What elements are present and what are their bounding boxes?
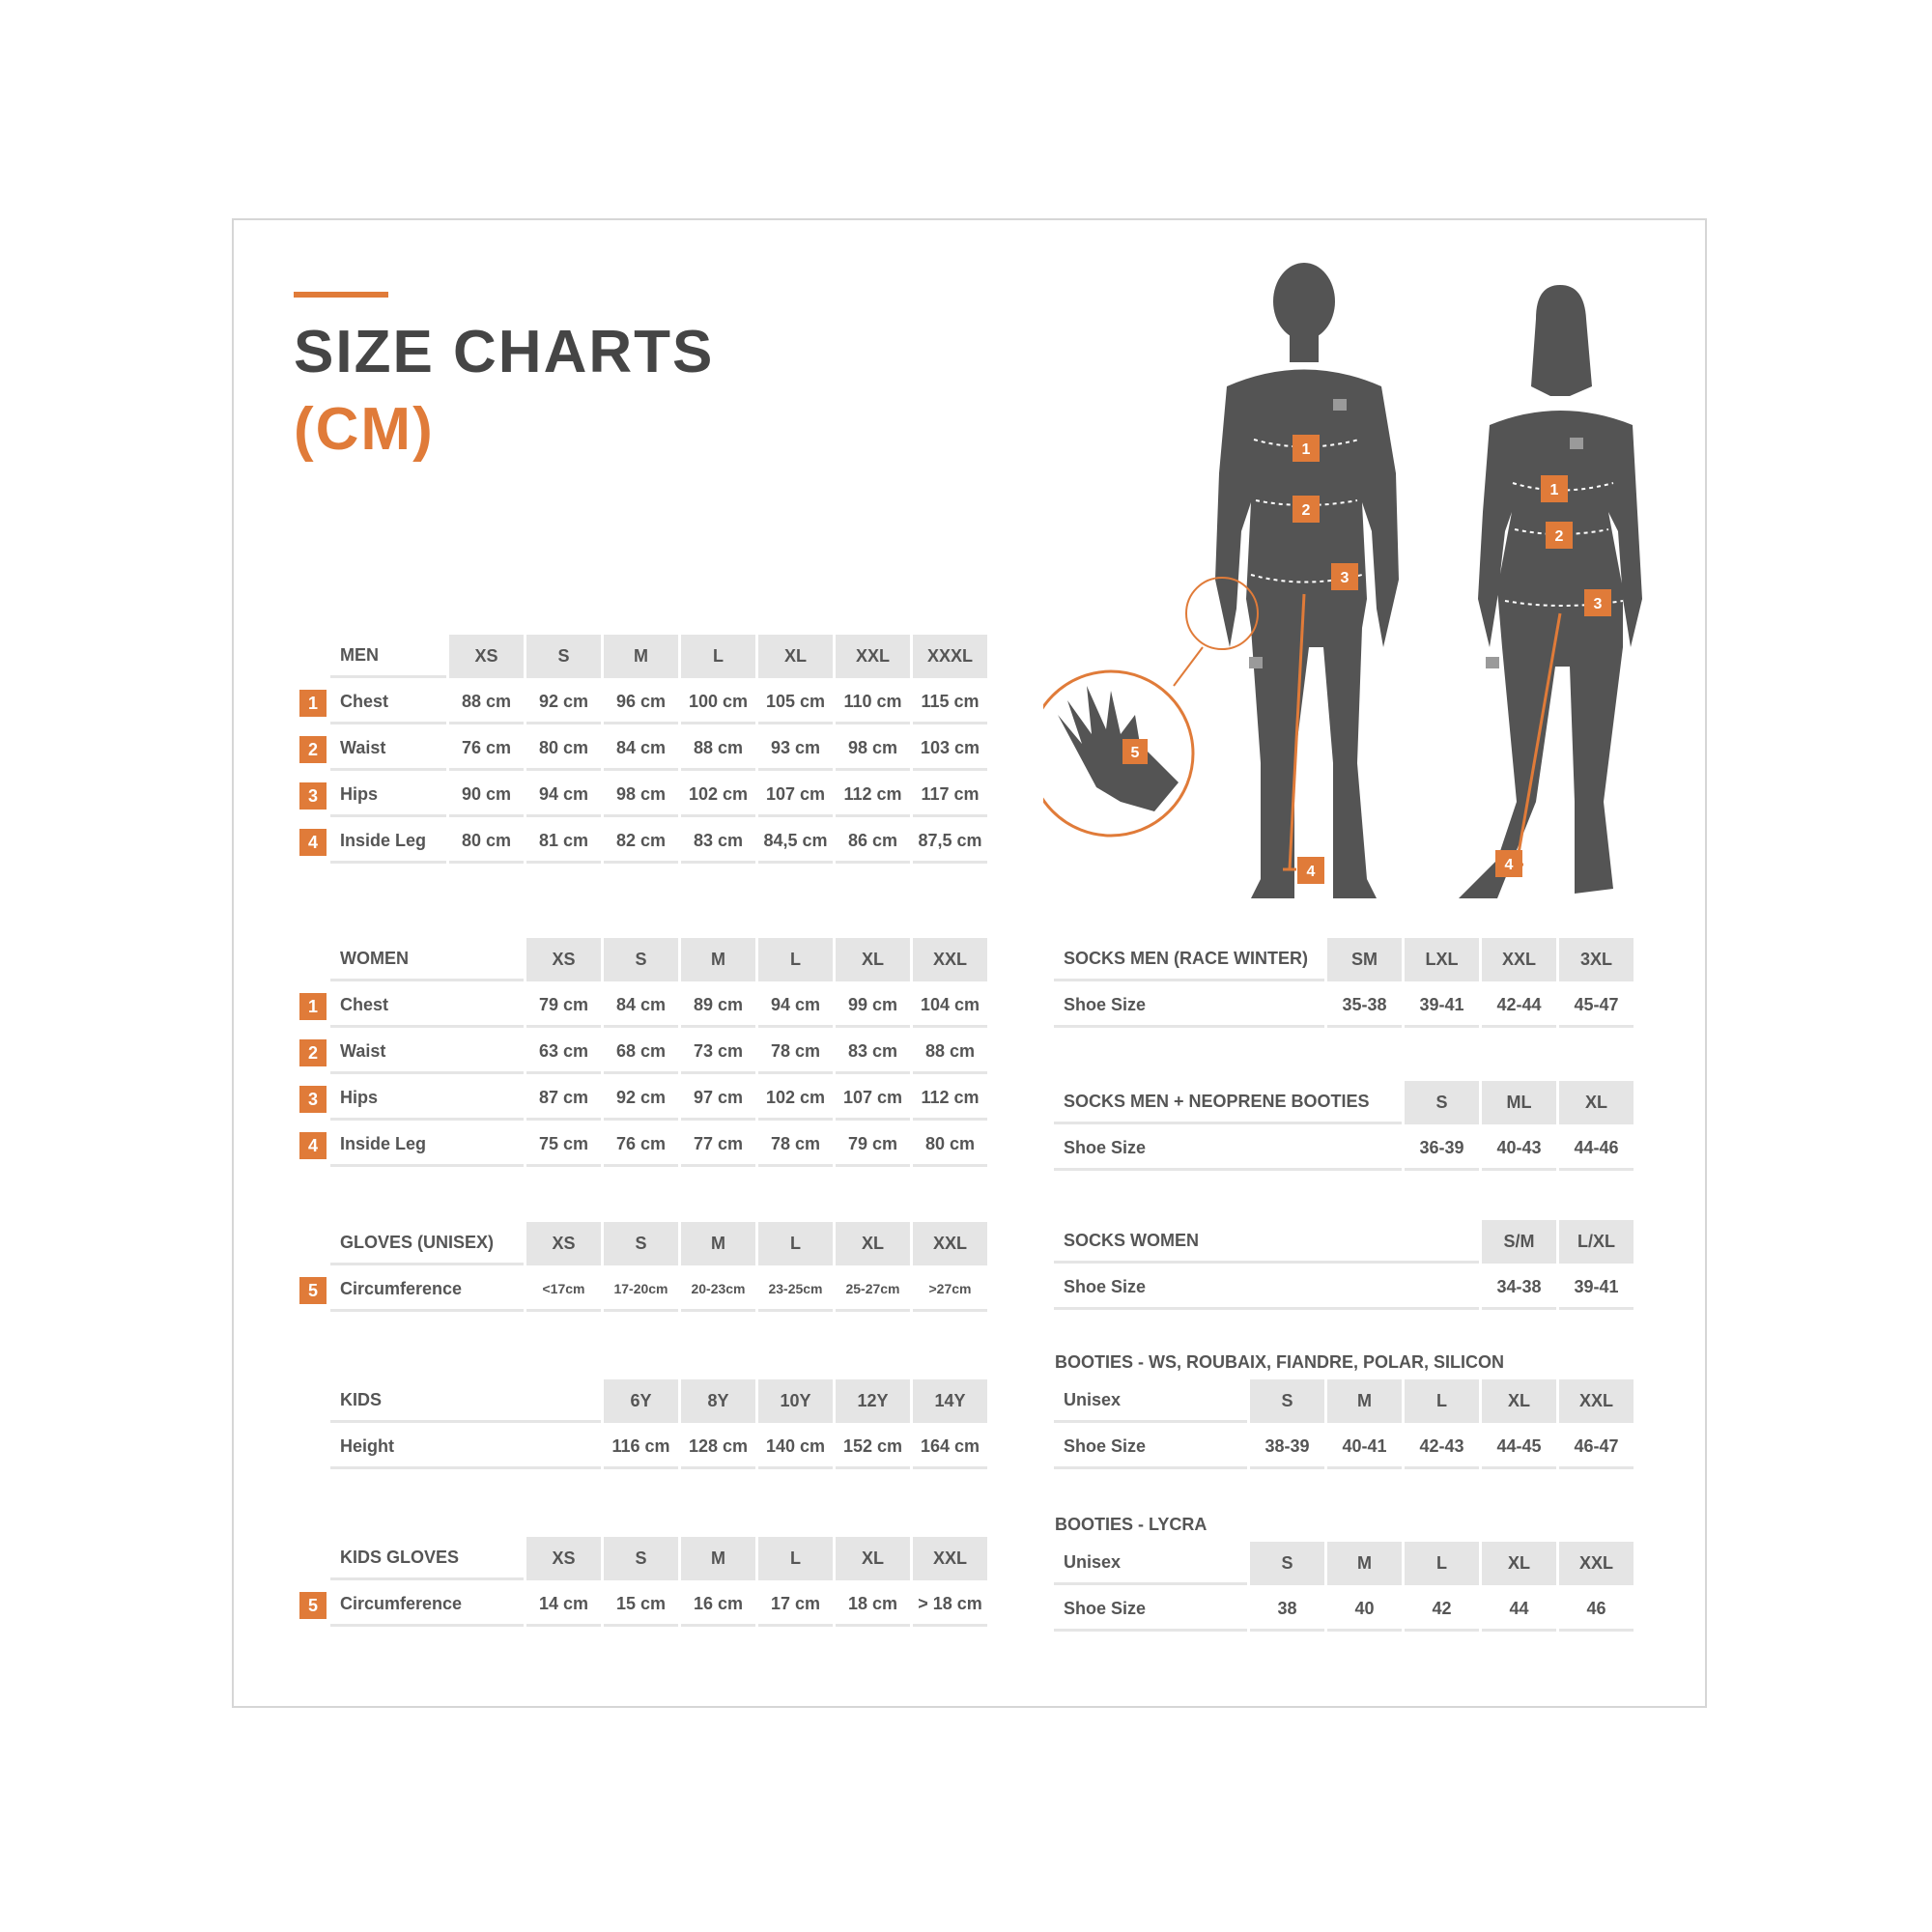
measure-number-badge: 5: [299, 1592, 327, 1619]
measure-number-badge: 2: [299, 1039, 327, 1066]
size-header: S/M: [1482, 1220, 1556, 1264]
table-category-label: Unisex: [1054, 1542, 1247, 1585]
size-header: L: [1405, 1542, 1479, 1585]
measure-value: 80 cm: [913, 1123, 987, 1167]
size-header: L: [1405, 1379, 1479, 1423]
size-header: M: [604, 635, 678, 678]
measure-value: 152 cm: [836, 1426, 910, 1469]
measure-value: 34-38: [1482, 1266, 1556, 1310]
measure-value: 100 cm: [681, 681, 755, 724]
booties-lycra-title: BOOTIES - LYCRA: [1055, 1515, 1208, 1534]
measure-value: 128 cm: [681, 1426, 755, 1469]
table-category-label: Unisex: [1054, 1379, 1247, 1423]
svg-text:1: 1: [1549, 482, 1559, 498]
measure-value: 81 cm: [526, 820, 601, 864]
measure-value: 90 cm: [449, 774, 524, 817]
measure-value: 84 cm: [604, 727, 678, 771]
measure-value: > 18 cm: [913, 1583, 987, 1627]
measure-value: 73 cm: [681, 1031, 755, 1074]
measure-badge-4-male: [1297, 857, 1324, 884]
measure-value: 115 cm: [913, 681, 987, 724]
measure-number-badge: 5: [299, 1277, 327, 1304]
booties-ws-size-table: [1051, 1377, 1636, 1472]
measure-value: 36-39: [1405, 1127, 1479, 1171]
measure-value: 107 cm: [836, 1077, 910, 1121]
measure-value: 76 cm: [604, 1123, 678, 1167]
measure-number-cell: [298, 1268, 327, 1312]
measure-label: Circumference: [330, 1268, 524, 1312]
table-row: [298, 820, 987, 864]
size-header: XL: [1482, 1542, 1556, 1585]
measure-value: 63 cm: [526, 1031, 601, 1074]
measure-label: Hips: [330, 1077, 524, 1121]
measure-value: 82 cm: [604, 820, 678, 864]
table-row: [1054, 1266, 1634, 1310]
badge-spacer: [298, 1537, 327, 1580]
measure-value: 94 cm: [526, 774, 601, 817]
measure-value: 78 cm: [758, 1031, 833, 1074]
table-row: [298, 727, 987, 771]
svg-text:4: 4: [1306, 864, 1316, 880]
measure-label: Shoe Size: [1054, 1127, 1402, 1171]
size-header: XS: [526, 1537, 601, 1580]
measure-label: Hips: [330, 774, 446, 817]
measure-label: Waist: [330, 727, 446, 771]
measure-value: 98 cm: [604, 774, 678, 817]
body-measurement-illustration: [1043, 261, 1642, 918]
size-header: S: [604, 1222, 678, 1265]
measure-number-badge: 4: [299, 1132, 327, 1159]
table-row: [298, 681, 987, 724]
measure-label: Waist: [330, 1031, 524, 1074]
measure-value: 93 cm: [758, 727, 833, 771]
measure-number-cell: [298, 1583, 327, 1627]
measure-value: 75 cm: [526, 1123, 601, 1167]
size-header: 10Y: [758, 1379, 833, 1423]
measure-badge-1-male: [1293, 435, 1320, 462]
men-size-table: [296, 632, 990, 867]
size-header: XL: [836, 1537, 910, 1580]
measure-value: 40: [1327, 1588, 1402, 1632]
measure-value: 88 cm: [913, 1031, 987, 1074]
measure-value: 110 cm: [836, 681, 910, 724]
measure-value: 17-20cm: [604, 1268, 678, 1312]
measure-label: Shoe Size: [1054, 984, 1324, 1028]
badge-spacer: [298, 635, 327, 678]
size-header: 8Y: [681, 1379, 755, 1423]
size-header: 12Y: [836, 1379, 910, 1423]
measure-value: 77 cm: [681, 1123, 755, 1167]
measure-value: 78 cm: [758, 1123, 833, 1167]
measure-value: 97 cm: [681, 1077, 755, 1121]
measure-value: 44: [1482, 1588, 1556, 1632]
measure-label: Shoe Size: [1054, 1588, 1247, 1632]
measure-value: 18 cm: [836, 1583, 910, 1627]
measure-value: 35-38: [1327, 984, 1402, 1028]
measure-value: 117 cm: [913, 774, 987, 817]
measure-value: 104 cm: [913, 984, 987, 1028]
table-category-label: MEN: [330, 635, 446, 678]
measure-number-badge: 2: [299, 736, 327, 763]
size-header: M: [681, 1222, 755, 1265]
badge-spacer: [298, 1222, 327, 1265]
booties-ws-title: BOOTIES - WS, ROUBAIX, FIANDRE, POLAR, SILICON: [1055, 1352, 1505, 1372]
size-header: L: [758, 1537, 833, 1580]
size-header: XXL: [836, 635, 910, 678]
measure-label: Shoe Size: [1054, 1426, 1247, 1469]
measure-number-badge: 3: [299, 782, 327, 810]
page-title: SIZE CHARTS: [294, 319, 715, 385]
measure-value: 42-44: [1482, 984, 1556, 1028]
measure-badge-2-female: [1546, 522, 1573, 549]
svg-text:5: 5: [1130, 745, 1140, 761]
measure-value: 87,5 cm: [913, 820, 987, 864]
size-header: 3XL: [1559, 938, 1634, 981]
measure-value: 92 cm: [604, 1077, 678, 1121]
size-header: S: [1405, 1081, 1479, 1124]
table-row: [298, 1123, 987, 1167]
measure-value: 84,5 cm: [758, 820, 833, 864]
measure-value: 107 cm: [758, 774, 833, 817]
measure-value: 39-41: [1559, 1266, 1634, 1310]
male-figure-icon: [1215, 263, 1399, 898]
measure-badge-3-male: [1331, 563, 1358, 590]
table-row: [1054, 1588, 1634, 1632]
size-header: XXXL: [913, 635, 987, 678]
measure-label: Height: [330, 1426, 601, 1469]
measure-value: 80 cm: [526, 727, 601, 771]
size-header: XS: [449, 635, 524, 678]
page-subtitle-unit: (CM): [294, 396, 435, 463]
measure-value: 76 cm: [449, 727, 524, 771]
measure-value: 44-45: [1482, 1426, 1556, 1469]
measure-value: >27cm: [913, 1268, 987, 1312]
measure-value: 140 cm: [758, 1426, 833, 1469]
measure-value: 23-25cm: [758, 1268, 833, 1312]
table-category-label: KIDS: [330, 1379, 601, 1423]
measure-value: 164 cm: [913, 1426, 987, 1469]
measure-value: 39-41: [1405, 984, 1479, 1028]
measure-value: 25-27cm: [836, 1268, 910, 1312]
table-row: [1054, 1127, 1634, 1171]
measure-label: Chest: [330, 681, 446, 724]
measure-number-badge: 4: [299, 829, 327, 856]
measure-number-badge: 1: [299, 690, 327, 717]
table-category-label: SOCKS MEN (RACE WINTER): [1054, 938, 1324, 981]
table-row: [298, 1031, 987, 1074]
measure-value: 102 cm: [681, 774, 755, 817]
measure-value: 46-47: [1559, 1426, 1634, 1469]
size-header: 6Y: [604, 1379, 678, 1423]
size-header: S: [526, 635, 601, 678]
size-header: XXL: [1482, 938, 1556, 981]
measure-value: 103 cm: [913, 727, 987, 771]
table-row: [298, 1583, 987, 1627]
measure-label: Shoe Size: [1054, 1266, 1479, 1310]
size-header: L: [758, 938, 833, 981]
measure-badge-4-female: [1495, 850, 1522, 877]
svg-text:2: 2: [1554, 528, 1564, 545]
size-header: S: [604, 938, 678, 981]
measure-value: 15 cm: [604, 1583, 678, 1627]
size-header: M: [681, 1537, 755, 1580]
table-category-label: GLOVES (UNISEX): [330, 1222, 524, 1265]
measure-value: 88 cm: [449, 681, 524, 724]
measure-label: Inside Leg: [330, 820, 446, 864]
kids-size-table: [296, 1377, 990, 1472]
measure-value: 112 cm: [913, 1077, 987, 1121]
size-header: M: [681, 938, 755, 981]
measure-value: 20-23cm: [681, 1268, 755, 1312]
badge-spacer: [298, 938, 327, 981]
measure-number-cell: [298, 727, 327, 771]
women-size-table: [296, 935, 990, 1170]
badge-spacer: [298, 1379, 327, 1423]
size-header: S: [1250, 1379, 1324, 1423]
svg-text:3: 3: [1340, 570, 1350, 586]
measure-value: 40-41: [1327, 1426, 1402, 1469]
measure-value: 84 cm: [604, 984, 678, 1028]
svg-text:4: 4: [1504, 857, 1514, 873]
size-header: M: [1327, 1379, 1402, 1423]
measure-label: Inside Leg: [330, 1123, 524, 1167]
socks-women-size-table: [1051, 1217, 1636, 1313]
table-row: [298, 1077, 987, 1121]
measure-value: 83 cm: [836, 1031, 910, 1074]
size-header: L: [681, 635, 755, 678]
measure-value: <17cm: [526, 1268, 601, 1312]
size-header: S: [604, 1537, 678, 1580]
measure-number-cell: [298, 1123, 327, 1167]
size-header: L: [758, 1222, 833, 1265]
measure-value: 88 cm: [681, 727, 755, 771]
size-header: XXL: [1559, 1379, 1634, 1423]
size-header: XXL: [913, 1222, 987, 1265]
measure-value: 38: [1250, 1588, 1324, 1632]
measure-number-badge: 1: [299, 993, 327, 1020]
kids-gloves-size-table: [296, 1534, 990, 1630]
measure-value: 14 cm: [526, 1583, 601, 1627]
measure-number-badge: 3: [299, 1086, 327, 1113]
measure-value: 80 cm: [449, 820, 524, 864]
accent-line: [294, 292, 388, 298]
table-category-label: KIDS GLOVES: [330, 1537, 524, 1580]
size-header: L/XL: [1559, 1220, 1634, 1264]
measure-value: 16 cm: [681, 1583, 755, 1627]
table-category-label: SOCKS WOMEN: [1054, 1220, 1479, 1264]
size-header: XL: [1559, 1081, 1634, 1124]
table-row: [1054, 984, 1634, 1028]
socks-neoprene-size-table: [1051, 1078, 1636, 1174]
measure-value: 83 cm: [681, 820, 755, 864]
measure-value: 79 cm: [526, 984, 601, 1028]
measure-number-cell: [298, 681, 327, 724]
measure-value: 45-47: [1559, 984, 1634, 1028]
svg-text:3: 3: [1593, 596, 1603, 612]
measure-value: 98 cm: [836, 727, 910, 771]
table-row: [1054, 1426, 1634, 1469]
measure-number-cell: [298, 1031, 327, 1074]
measure-value: 17 cm: [758, 1583, 833, 1627]
measure-number-cell: [298, 820, 327, 864]
measure-label: Circumference: [330, 1583, 524, 1627]
measure-value: 105 cm: [758, 681, 833, 724]
measure-badge-5-hand: [1122, 739, 1148, 764]
measure-value: 68 cm: [604, 1031, 678, 1074]
measure-label: Chest: [330, 984, 524, 1028]
measure-value: 87 cm: [526, 1077, 601, 1121]
measure-value: 44-46: [1559, 1127, 1634, 1171]
measure-value: 96 cm: [604, 681, 678, 724]
table-row: [298, 1426, 987, 1469]
measure-value: 86 cm: [836, 820, 910, 864]
size-header: 14Y: [913, 1379, 987, 1423]
svg-text:1: 1: [1301, 441, 1311, 458]
gloves-size-table: [296, 1219, 990, 1315]
size-header: SM: [1327, 938, 1402, 981]
size-header: S: [1250, 1542, 1324, 1585]
size-header: XL: [758, 635, 833, 678]
measure-value: 46: [1559, 1588, 1634, 1632]
measure-value: 92 cm: [526, 681, 601, 724]
measure-value: 112 cm: [836, 774, 910, 817]
size-header: XXL: [1559, 1542, 1634, 1585]
measure-number-cell: [298, 1077, 327, 1121]
measure-number-cell: [298, 1426, 327, 1469]
size-header: XXL: [913, 938, 987, 981]
measure-value: 42: [1405, 1588, 1479, 1632]
measure-value: 40-43: [1482, 1127, 1556, 1171]
table-row: [298, 774, 987, 817]
measure-badge-2-male: [1293, 496, 1320, 523]
measure-value: 94 cm: [758, 984, 833, 1028]
measure-badge-3-female: [1584, 589, 1611, 616]
measure-value: 116 cm: [604, 1426, 678, 1469]
measure-value: 99 cm: [836, 984, 910, 1028]
measure-value: 42-43: [1405, 1426, 1479, 1469]
size-header: XS: [526, 938, 601, 981]
socks-men-size-table: [1051, 935, 1636, 1031]
table-category-label: SOCKS MEN + NEOPRENE BOOTIES: [1054, 1081, 1402, 1124]
size-header: XS: [526, 1222, 601, 1265]
size-header: ML: [1482, 1081, 1556, 1124]
svg-text:2: 2: [1301, 502, 1311, 519]
measure-badge-1-female: [1541, 475, 1568, 502]
measure-number-cell: [298, 984, 327, 1028]
female-figure-icon: [1459, 285, 1642, 898]
table-row: [298, 984, 987, 1028]
measure-value: 79 cm: [836, 1123, 910, 1167]
size-header: LXL: [1405, 938, 1479, 981]
measure-value: 89 cm: [681, 984, 755, 1028]
measure-number-cell: [298, 774, 327, 817]
size-header: XL: [836, 1222, 910, 1265]
size-header: XXL: [913, 1537, 987, 1580]
booties-lycra-size-table: [1051, 1539, 1636, 1634]
size-header: M: [1327, 1542, 1402, 1585]
measure-value: 102 cm: [758, 1077, 833, 1121]
table-category-label: WOMEN: [330, 938, 524, 981]
size-header: XL: [836, 938, 910, 981]
measure-value: 38-39: [1250, 1426, 1324, 1469]
table-row: [298, 1268, 987, 1312]
size-header: XL: [1482, 1379, 1556, 1423]
